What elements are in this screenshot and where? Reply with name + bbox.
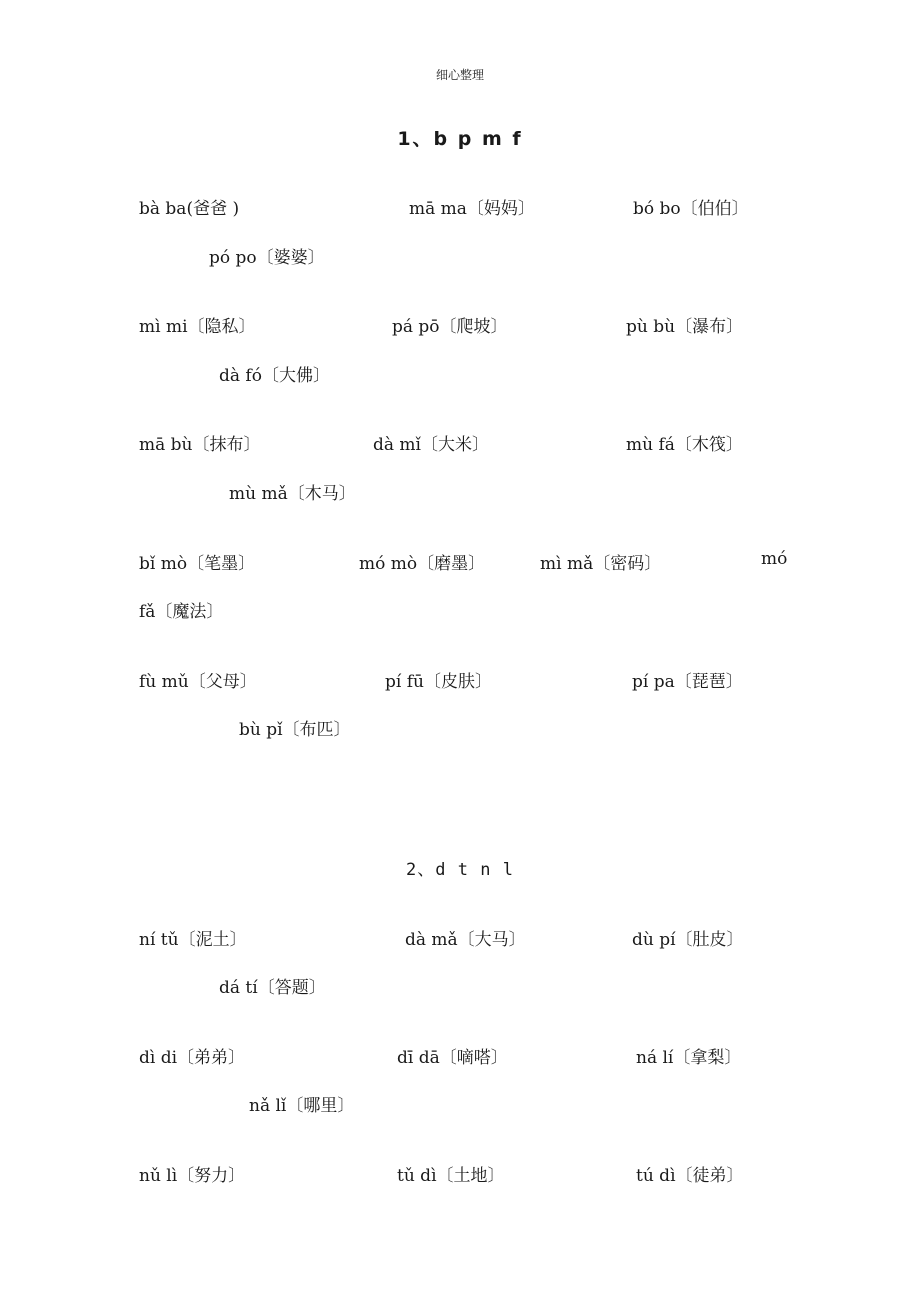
word-dama: dà mǎ〔大马〕 xyxy=(405,930,526,950)
page-header: 细心整理 xyxy=(435,68,484,82)
word-pubu: pù bù〔瀑布〕 xyxy=(626,317,744,337)
word-dupi: dù pí〔肚皮〕 xyxy=(632,930,744,950)
word-dami: dà mǐ〔大米〕 xyxy=(373,435,489,455)
word-nali-where: nǎ lǐ〔哪里〕 xyxy=(249,1096,355,1116)
word-bupi: bù pǐ〔布匹〕 xyxy=(239,720,351,740)
word-nali: ná lí〔拿梨〕 xyxy=(636,1048,742,1068)
word-dafo: dà fó〔大佛〕 xyxy=(219,366,330,386)
word-mufa: mù fá〔木筏〕 xyxy=(626,435,743,455)
word-dida: dī dā〔嘀嗒〕 xyxy=(397,1048,508,1068)
word-mima: mì mǎ〔密码〕 xyxy=(540,554,662,574)
section-title-bpmf: 1、b p m f xyxy=(397,128,523,150)
word-muma: mù mǎ〔木马〕 xyxy=(229,484,356,504)
section-title-dtnl: 2、d t n l xyxy=(406,860,514,880)
word-bobo: bó bo〔伯伯〕 xyxy=(633,199,749,219)
word-papo: pá pō〔爬坡〕 xyxy=(392,317,508,337)
word-fumu: fù mǔ〔父母〕 xyxy=(139,672,257,692)
word-pipa: pí pa〔琵琶〕 xyxy=(632,672,743,692)
word-popo: pó po〔婆婆〕 xyxy=(209,248,325,268)
word-nitu: ní tǔ〔泥土〕 xyxy=(139,930,247,950)
word-nuli: nǔ lì〔努力〕 xyxy=(139,1166,246,1186)
word-mimi: mì mi〔隐私〕 xyxy=(139,317,256,337)
word-baba: bà ba(爸爸 ) xyxy=(139,199,240,219)
word-mama: mā ma〔妈妈〕 xyxy=(409,199,535,219)
word-mofa-part2: fǎ〔魔法〕 xyxy=(139,602,224,622)
word-tudi: tǔ dì〔土地〕 xyxy=(397,1166,505,1186)
word-mabu: mā bù〔抹布〕 xyxy=(139,435,261,455)
word-bimo: bǐ mò〔笔墨〕 xyxy=(139,554,256,574)
word-dati: dá tí〔答题〕 xyxy=(219,978,326,998)
word-tudi-disciple: tú dì〔徒弟〕 xyxy=(636,1166,744,1186)
word-pifu: pí fū〔皮肤〕 xyxy=(385,672,492,692)
word-mofa-part1: mó xyxy=(761,549,788,569)
word-didi: dì di〔弟弟〕 xyxy=(139,1048,246,1068)
word-momo: mó mò〔磨墨〕 xyxy=(359,554,486,574)
